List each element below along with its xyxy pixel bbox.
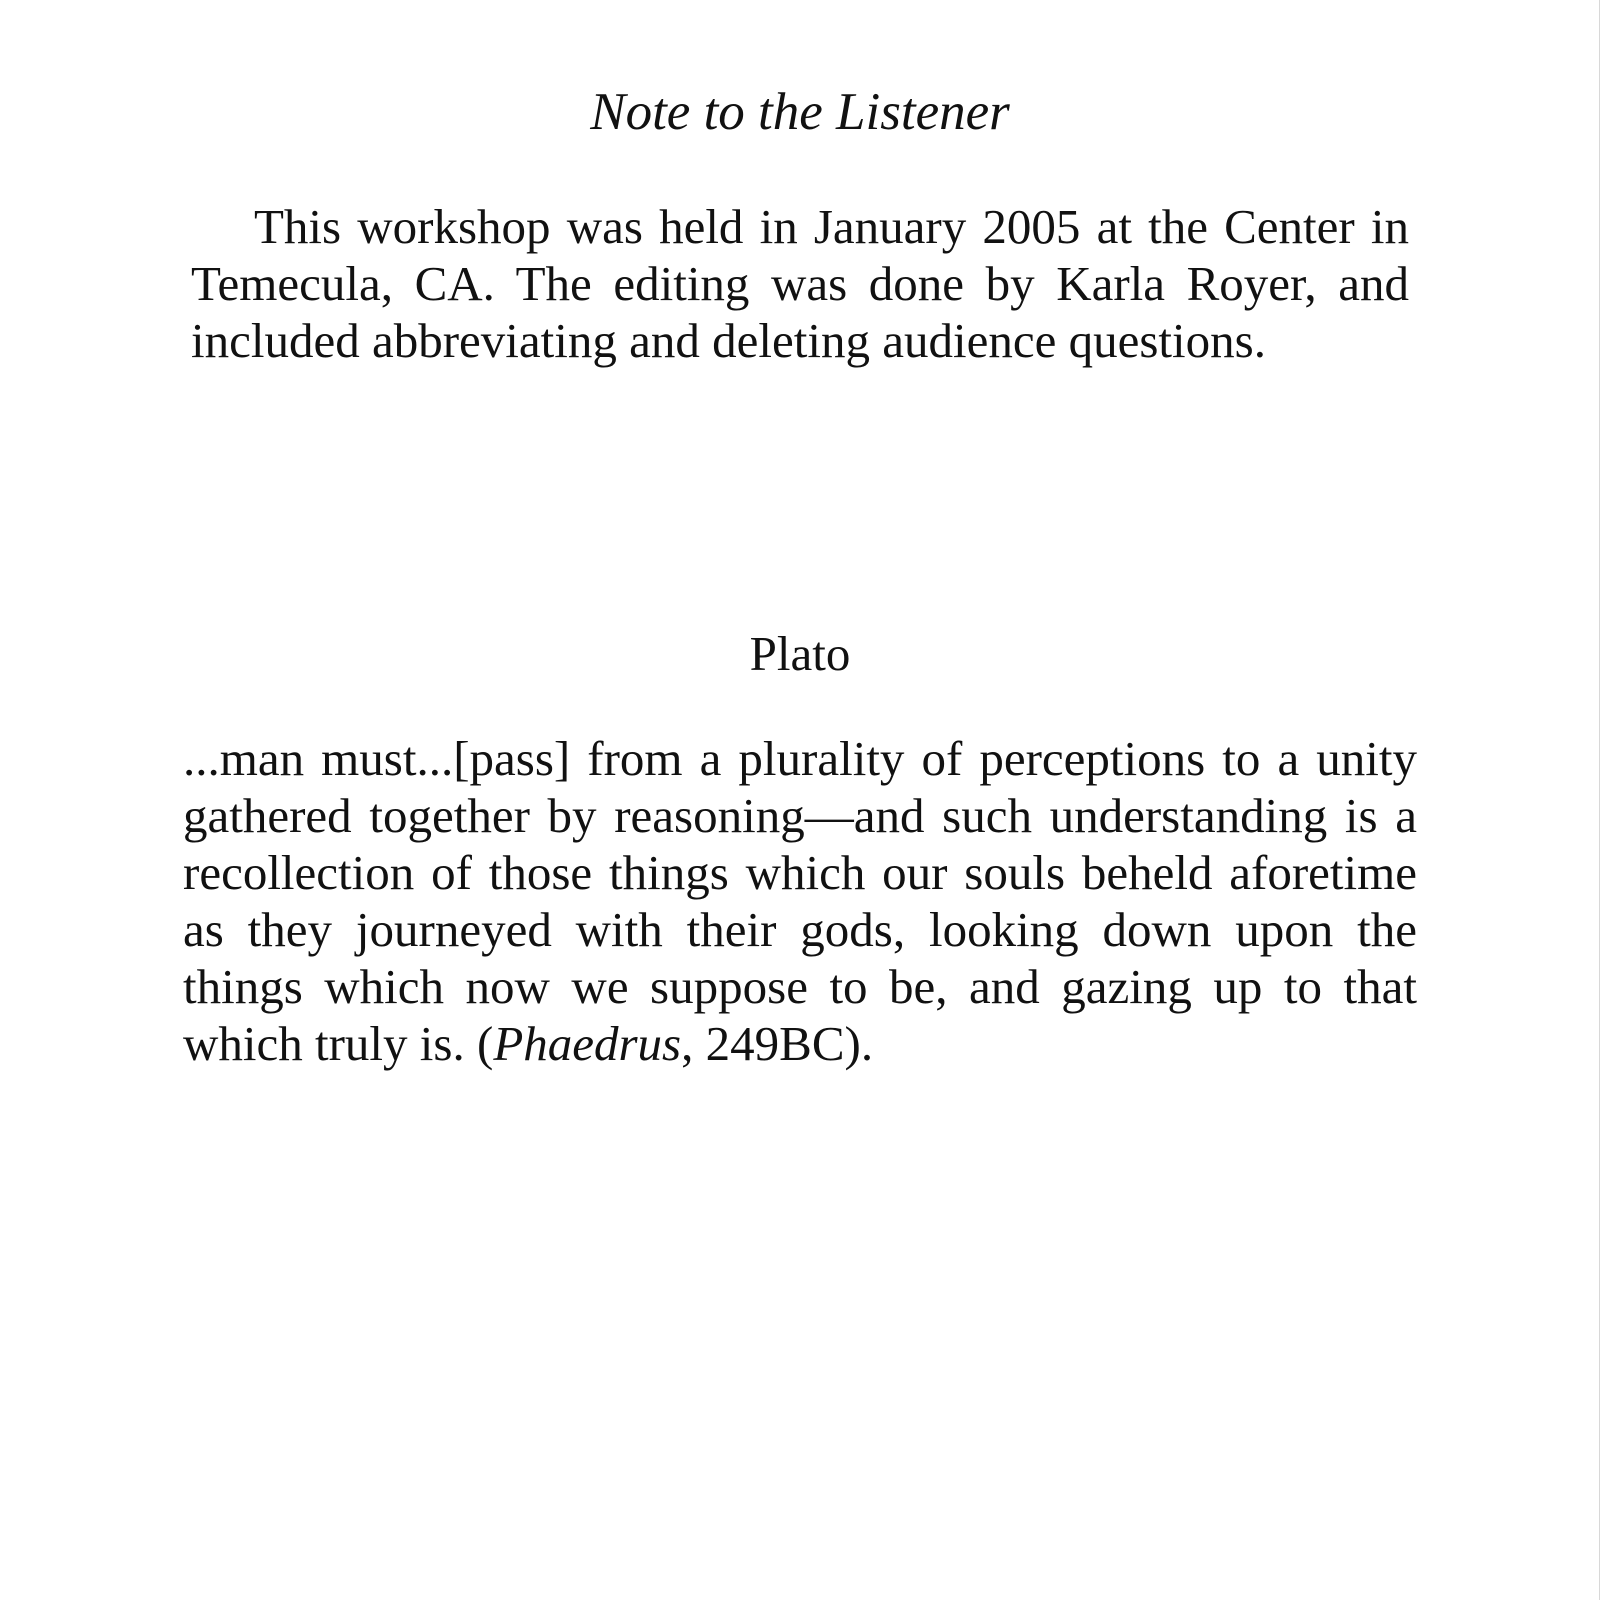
- note-paragraph: This workshop was held in January 2005 at the Center in Temecula, CA. The editing was done by Karla Royer, and included abbreviating and deleting audience questions.: [191, 199, 1409, 368]
- citation-reference: , 249BC).: [681, 1016, 874, 1071]
- note-title: Note to the Listener: [590, 83, 1010, 141]
- epigraph-quote: [183, 730, 1417, 1072]
- citation-open: (: [464, 1016, 494, 1071]
- epigraph-quote-text: ...man must...[pass] from a plurality of perceptions to a unity gathered together by reasoning—and such understanding is a recollection of those things which our souls beheld aforetime as they journeyed with their gods, looking down upon the things which now we suppose to be, and gazing up to that which truly is.: [183, 731, 1417, 1071]
- epigraph-author: Plato: [749, 626, 851, 681]
- citation-work-title: Phaedrus: [493, 1016, 682, 1071]
